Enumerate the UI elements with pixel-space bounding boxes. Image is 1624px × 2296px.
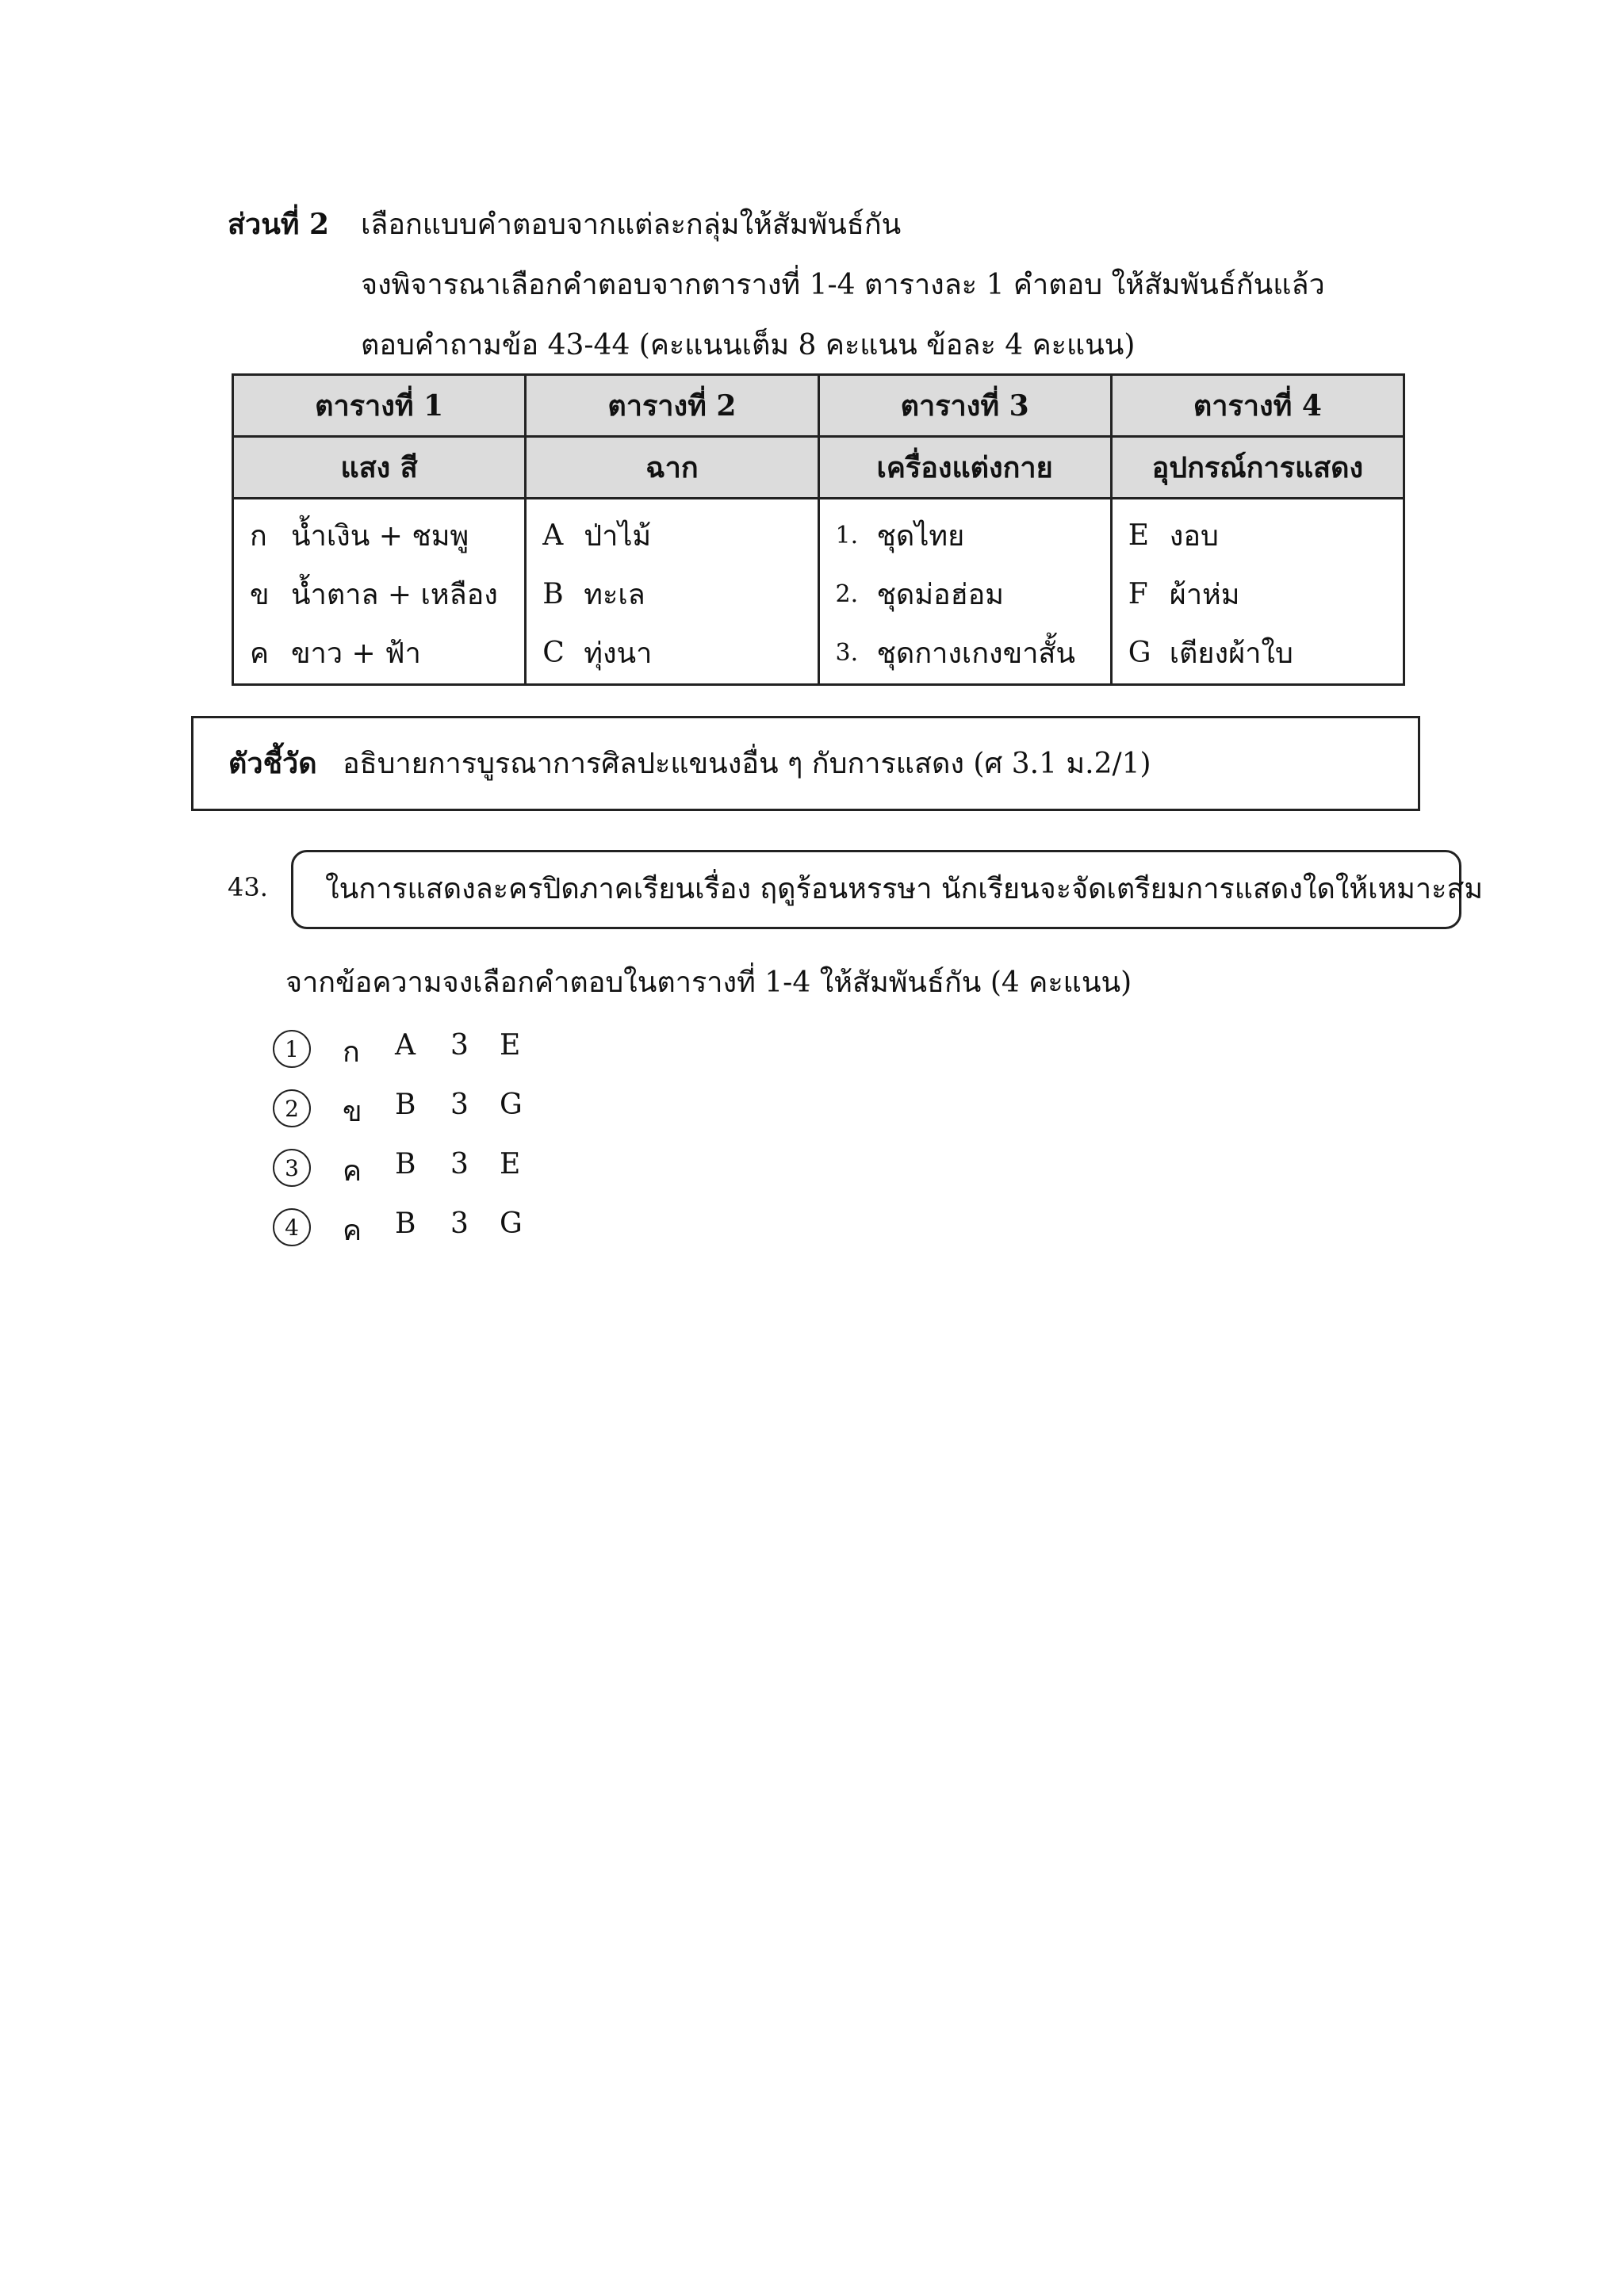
option-value: B xyxy=(395,1148,416,1181)
table-subheader-props: อุปกรณ์การแสดง xyxy=(1111,437,1404,499)
table-item xyxy=(1128,623,1403,682)
table-header-4: ตารางที่ 4 xyxy=(1111,375,1404,437)
table-item xyxy=(1128,506,1403,564)
item-text: ชุดไทย xyxy=(876,519,965,553)
indicator-text: อธิบายการบูรณาการศิลปะแขนงอื่น ๆ กับการแสดง (ศ 3.1 ม.2/1) xyxy=(343,748,1151,780)
table-item xyxy=(836,506,1110,564)
option-value: 3 xyxy=(450,1207,469,1240)
item-key: 3. xyxy=(835,638,859,667)
table-header-1: ตารางที่ 1 xyxy=(233,375,526,437)
table-subheader-lighting: แสง สี xyxy=(233,437,526,499)
table-item xyxy=(1128,564,1403,623)
item-key: C xyxy=(542,636,565,669)
item-text: น้ำตาล + เหลือง xyxy=(291,578,498,611)
option-number-circle[interactable]: 4 xyxy=(273,1208,311,1246)
option-value: 3 xyxy=(450,1089,469,1121)
item-text: งอบ xyxy=(1169,519,1219,553)
table-item xyxy=(836,564,1110,623)
item-key: 2. xyxy=(835,580,859,608)
option-value: 3 xyxy=(450,1029,469,1062)
table-column-2 xyxy=(526,499,818,685)
table-item xyxy=(542,623,817,682)
item-key: A xyxy=(542,519,564,552)
option-value: B xyxy=(395,1089,416,1121)
indicator-box xyxy=(191,716,1420,811)
item-key: G xyxy=(1128,636,1151,669)
table-item xyxy=(542,506,817,564)
item-text: ผ้าห่ม xyxy=(1169,578,1240,611)
item-key: 1. xyxy=(835,521,859,549)
table-column-1 xyxy=(233,499,526,685)
section-label: ส่วนที่ 2 xyxy=(228,208,330,241)
table-item xyxy=(542,564,817,623)
item-key: E xyxy=(1128,519,1150,552)
option-value: E xyxy=(500,1148,521,1181)
table-header-2: ตารางที่ 2 xyxy=(526,375,818,437)
option-value: 3 xyxy=(450,1148,469,1181)
option-value: E xyxy=(500,1029,521,1062)
table-header-3: ตารางที่ 3 xyxy=(818,375,1111,437)
table-subheader-costume: เครื่องแต่งกาย xyxy=(818,437,1111,499)
option-value: ก xyxy=(343,1036,360,1069)
choice-table xyxy=(232,373,1405,686)
question-text: ในการแสดงละครปิดภาคเรียนเรื่อง ฤดูร้อนหรรษา นักเรียนจะจัดเตรียมการแสดงใดให้เหมาะสม xyxy=(325,873,1484,906)
option-value: A xyxy=(395,1029,416,1062)
item-text: เตียงผ้าใบ xyxy=(1169,637,1293,670)
item-key: ข xyxy=(250,578,270,611)
question-box xyxy=(291,850,1484,929)
item-text: ป่าไม้ xyxy=(584,519,652,553)
option-value: ข xyxy=(343,1096,362,1128)
option-number-circle[interactable]: 1 xyxy=(273,1030,311,1068)
instruction-line-2: ตอบคำถามข้อ 43-44 (คะแนนเต็ม 8 คะแนน ข้อละ 4 คะแนน) xyxy=(361,329,1136,362)
question-number: 43. xyxy=(228,872,268,902)
item-text: ชุดกางเกงขาสั้น xyxy=(876,637,1075,670)
option-value: ค xyxy=(343,1215,362,1247)
option-number-circle[interactable]: 3 xyxy=(273,1149,311,1187)
item-key: ก xyxy=(250,519,267,553)
table-column-3 xyxy=(818,499,1111,685)
section-title: เลือกแบบคำตอบจากแต่ละกลุ่มให้สัมพันธ์กัน xyxy=(361,209,902,241)
table-item xyxy=(836,623,1110,682)
question-prompt: จากข้อความจงเลือกคำตอบในตารางที่ 1-4 ให้สัมพันธ์กัน (4 คะแนน) xyxy=(285,966,1132,999)
item-text: ชุดม่อฮ่อม xyxy=(876,578,1004,611)
item-text: น้ำเงิน + ชมพู xyxy=(291,519,469,553)
option-value: G xyxy=(500,1089,523,1121)
option-number-circle[interactable]: 2 xyxy=(273,1089,311,1127)
indicator-label: ตัวชี้วัด xyxy=(228,747,317,780)
table-item xyxy=(250,623,524,682)
item-text: ทุ่งนา xyxy=(584,637,653,670)
table-column-4 xyxy=(1111,499,1404,685)
instruction-line-1: จงพิจารณาเลือกคำตอบจากตารางที่ 1-4 ตารางละ 1 คำตอบ ให้สัมพันธ์กันแล้ว xyxy=(361,269,1325,301)
option-value: G xyxy=(500,1207,523,1240)
item-text: ทะเล xyxy=(584,578,645,611)
table-subheader-scene: ฉาก xyxy=(526,437,818,499)
option-value: B xyxy=(395,1207,416,1240)
table-item xyxy=(250,564,524,623)
item-key: F xyxy=(1128,577,1148,610)
option-value: ค xyxy=(343,1155,362,1188)
item-key: B xyxy=(542,577,564,610)
table-item xyxy=(250,506,524,564)
item-text: ขาว + ฟ้า xyxy=(291,637,421,670)
item-key: ค xyxy=(250,637,270,670)
